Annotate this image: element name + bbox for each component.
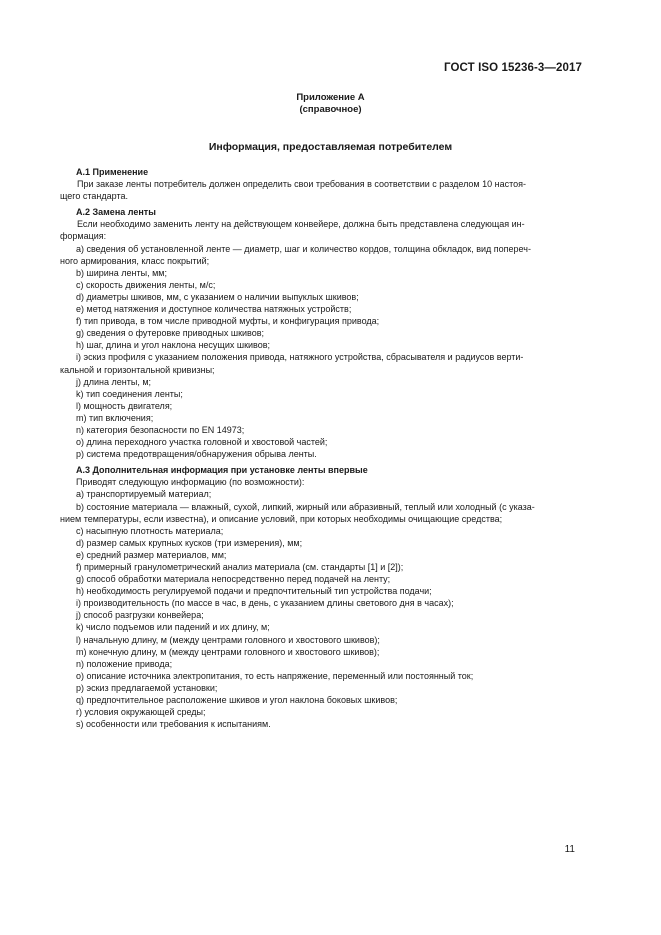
list-item: k) тип соединения ленты; bbox=[76, 388, 183, 399]
section-a3-title: А.3 Дополнительная информация при установке ленты впервые bbox=[76, 465, 368, 476]
list-item: q) предпочтительное расположение шкивов и угол наклона боковых шкивов; bbox=[76, 695, 398, 706]
list-item: l) мощность двигателя; bbox=[76, 400, 173, 411]
annex-title: Приложение А bbox=[296, 92, 365, 103]
list-item: m) тип включения; bbox=[76, 412, 154, 423]
list-item: g) способ обработки материала непосредственно перед подачей на ленту; bbox=[76, 574, 391, 585]
section-a1-paragraph bbox=[60, 178, 586, 202]
section-a1-title: А.1 Применение bbox=[76, 167, 149, 177]
list-item: с) скорость движения ленты, м/с; bbox=[76, 279, 216, 290]
section-a3-list bbox=[60, 488, 586, 730]
section-a2-title: А.2 Замена ленты bbox=[76, 207, 156, 218]
list-item: о) длина переходного участка головной и хвостовой частей; bbox=[76, 437, 328, 448]
list-item: n) положение привода; bbox=[76, 658, 173, 669]
list-item: h) необходимость регулируемой подачи и предпочтительный тип устройства подачи; bbox=[76, 586, 432, 597]
list-item: i) производительность (по массе в час, в день, с указанием длины светового дня в часах); bbox=[76, 598, 454, 609]
section-a2-list bbox=[60, 243, 586, 461]
list-item: кальной и горизонтальной кривизны; bbox=[60, 364, 215, 375]
list-item: нием температуры, если известна), и описание условий, при которых необходимы очищающие средства; bbox=[60, 513, 503, 524]
list-item: d) размер самых крупных кусков (три измерения), мм; bbox=[76, 537, 303, 548]
annex-heading bbox=[0, 92, 661, 116]
list-item: j) способ разгрузки конвейера; bbox=[76, 610, 204, 621]
page-number: 11 bbox=[564, 844, 575, 855]
list-item: k) число подъемов или падений и их длину, м; bbox=[76, 622, 270, 633]
main-title: Информация, предоставляемая потребителем bbox=[208, 141, 453, 153]
list-item: m) конечную длину, м (между центрами головного и хвостового шкивов); bbox=[76, 646, 380, 657]
list-item: l) начальную длину, м (между центрами головного и хвостового шкивов); bbox=[76, 634, 380, 645]
annex-subtitle: (справочное) bbox=[299, 104, 362, 115]
list-item: n) категория безопасности по EN 14973; bbox=[76, 424, 245, 435]
list-item: b) состояние материала — влажный, сухой, липкий, жирный или абразивный, теплый или холодный (с указа- bbox=[76, 501, 535, 512]
list-item: а) транспортируемый материал; bbox=[76, 489, 212, 500]
list-item: е) средний размер материалов, мм; bbox=[76, 549, 227, 560]
list-item: f) тип привода, в том числе приводной муфты, и конфигурация привода; bbox=[76, 316, 380, 327]
list-item: а) сведения об установленной ленте — диаметр, шаг и количество кордов, толщина обкладок, вид попереч- bbox=[76, 243, 531, 254]
list-item: р) система предотвращения/обнаружения обрыва ленты. bbox=[76, 449, 317, 460]
section-a1-line-2: щего стандарта. bbox=[60, 191, 128, 202]
section-a2-intro-line-1: Если необходимо заменить ленту на действующем конвейере, должна быть представлена следующая ин- bbox=[77, 219, 525, 230]
list-item: р) эскиз предлагаемой установки; bbox=[76, 682, 218, 693]
document-body bbox=[60, 166, 586, 730]
list-item: ного армирования, класс покрытий; bbox=[60, 255, 210, 266]
standard-id: ГОСТ ISO 15236-3—2017 bbox=[444, 62, 582, 74]
section-a1-line-1: При заказе ленты потребитель должен определить свои требования в соответствии с разделом 10 настоя- bbox=[77, 179, 527, 190]
list-item: о) описание источника электропитания, то есть напряжение, переменный или постоянный ток; bbox=[76, 670, 474, 681]
list-item: r) условия окружающей среды; bbox=[76, 707, 206, 718]
list-item: b) ширина ленты, мм; bbox=[76, 267, 167, 278]
section-a2-intro-line-2: формация: bbox=[60, 231, 107, 242]
list-item: h) шаг, длина и угол наклона несущих шкивов; bbox=[76, 340, 271, 351]
list-item: s) особенности или требования к испытаниям. bbox=[76, 719, 271, 730]
list-item: d) диаметры шкивов, мм, с указанием о наличии выпуклых шкивов; bbox=[76, 291, 359, 302]
list-item: g) сведения о футеровке приводных шкивов; bbox=[76, 328, 265, 339]
list-item: j) длина ленты, м; bbox=[76, 376, 152, 387]
section-a3-intro: Приводят следующую информацию (по возможности): bbox=[76, 477, 305, 488]
list-item: i) эскиз профиля с указанием положения привода, натяжного устройства, сбрасывателя и радиусов верти- bbox=[76, 352, 524, 363]
list-item: f) примерный гранулометрический анализ материала (см. стандарты [1] и [2]); bbox=[76, 562, 404, 572]
list-item: е) метод натяжения и доступное количества натяжных устройств; bbox=[76, 304, 352, 315]
list-item: с) насыпную плотность материала; bbox=[76, 525, 224, 536]
